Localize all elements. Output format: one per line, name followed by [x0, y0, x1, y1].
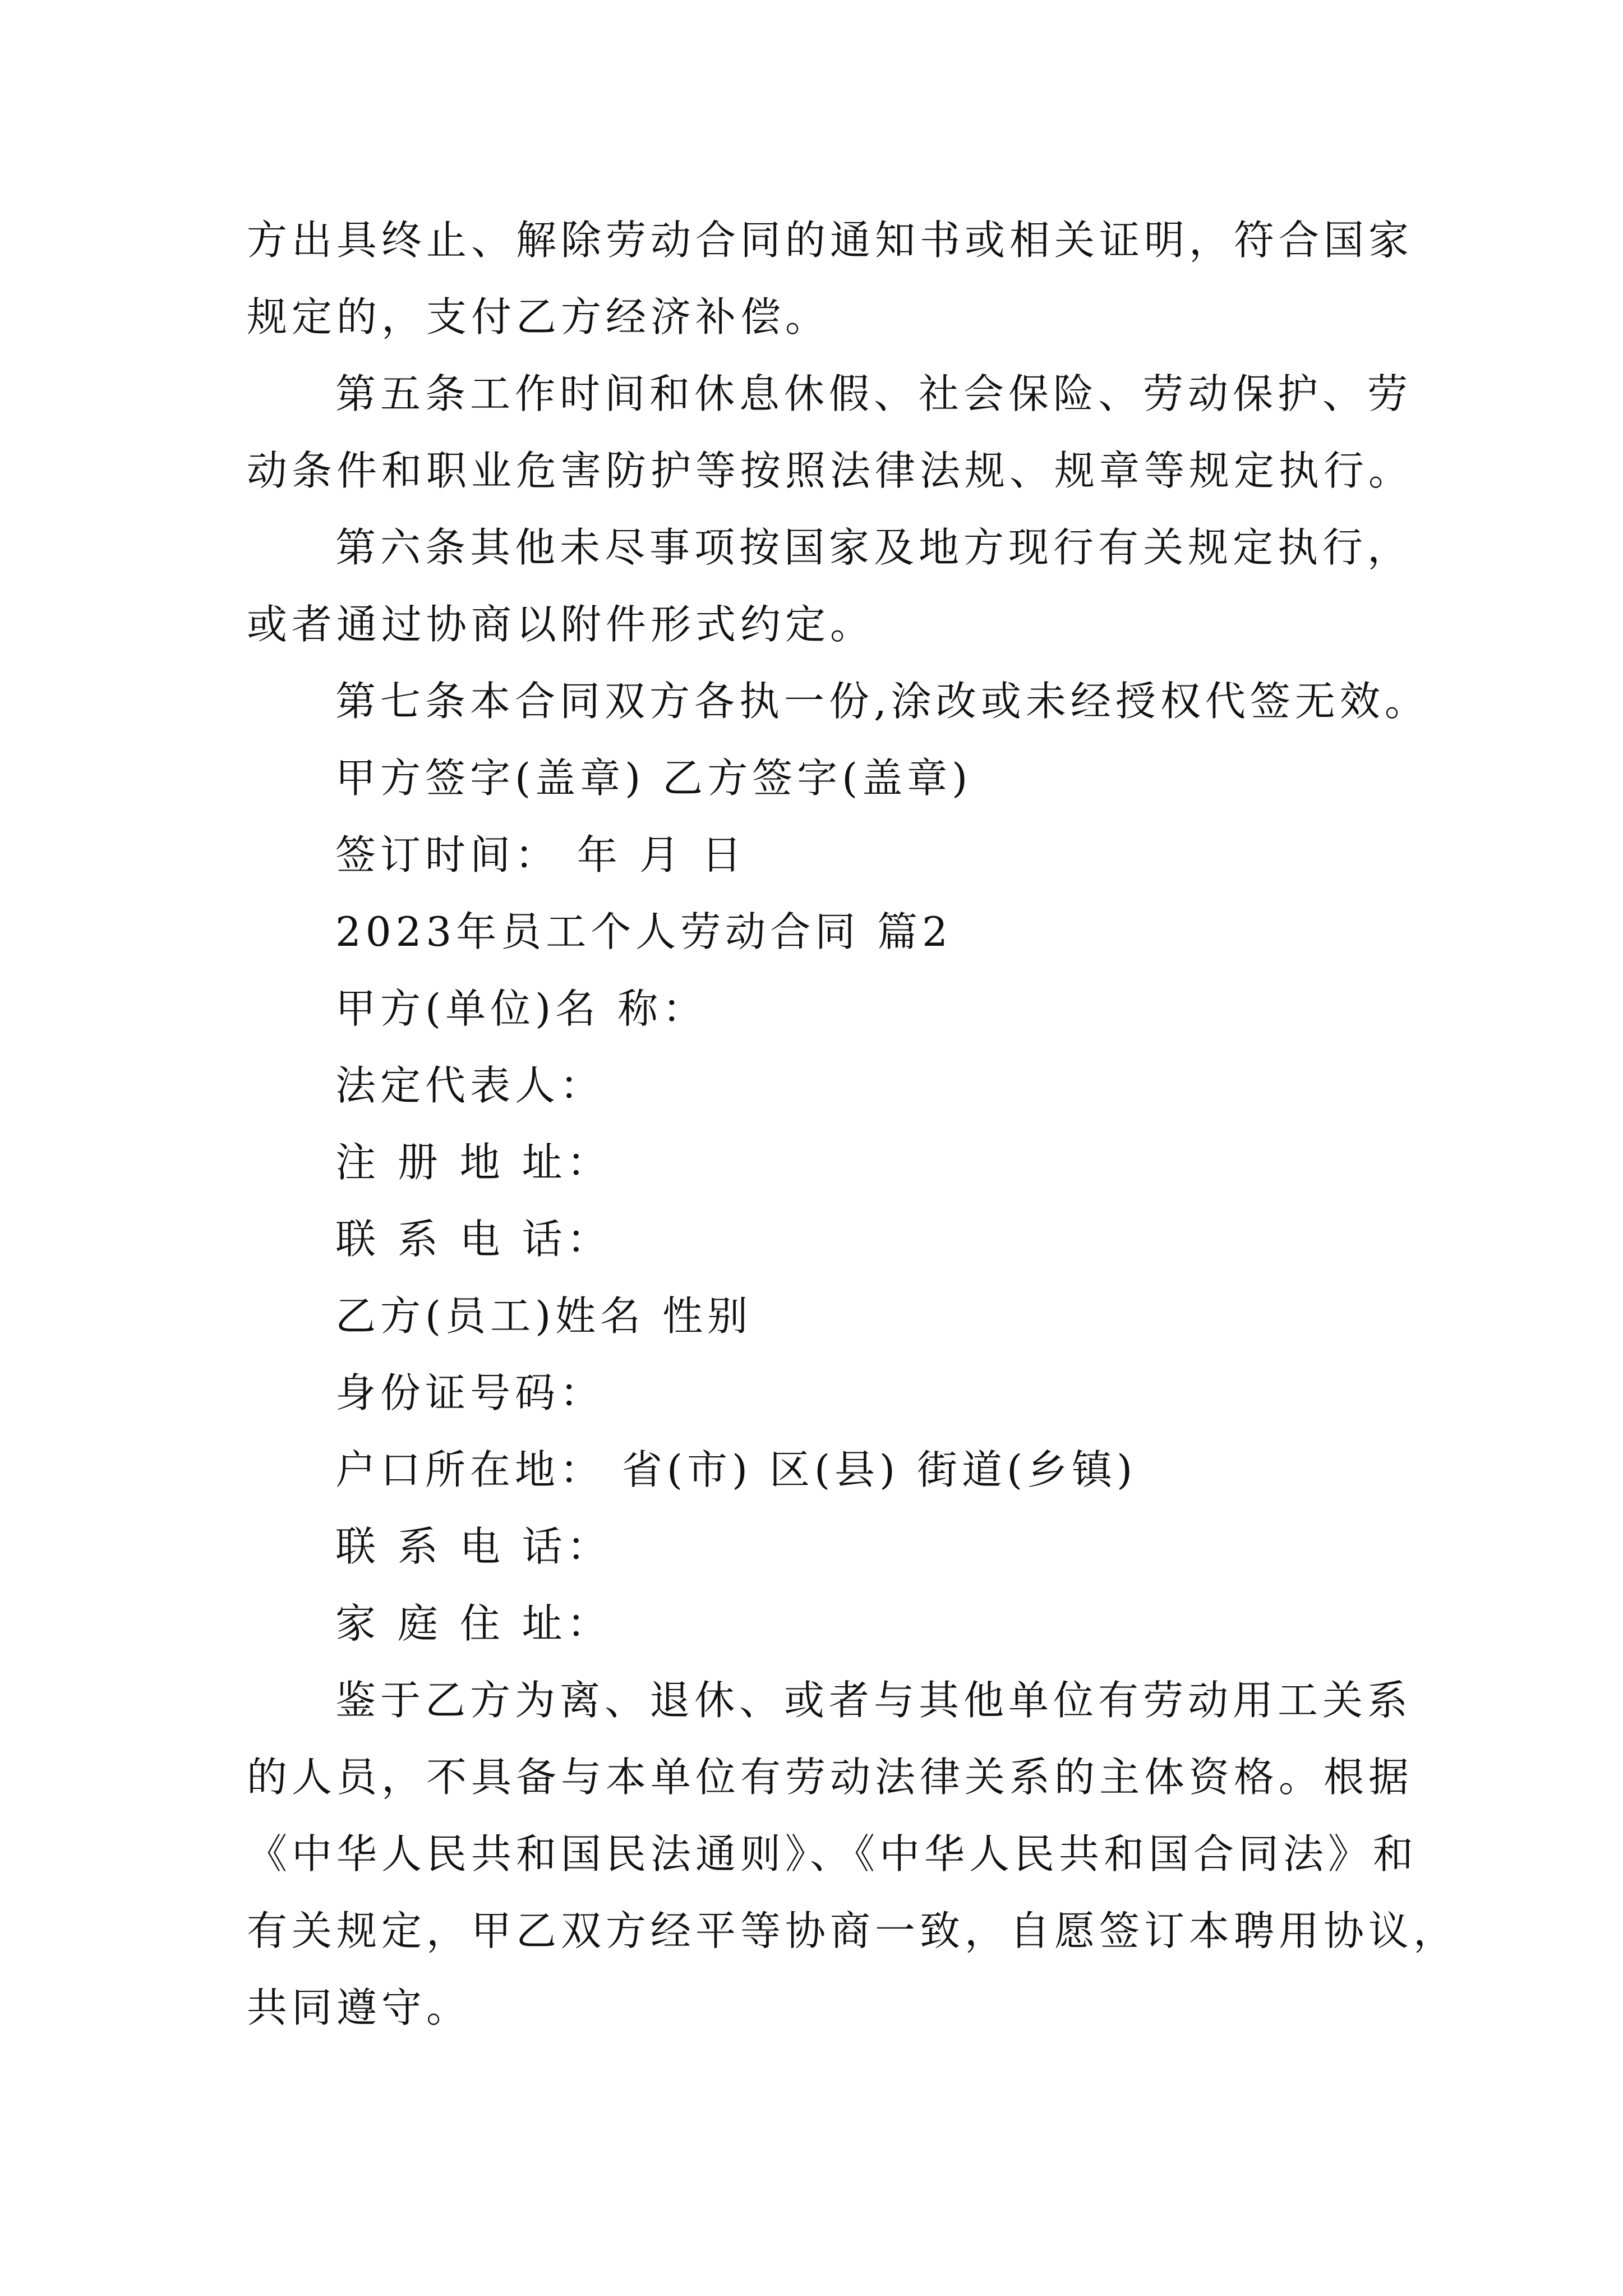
field-line: 注 册 地 址：: [335, 1139, 612, 1186]
text-line: 方出具终止、解除劳动合同的通知书或相关证明，符合国家: [247, 217, 1414, 264]
document-body: [247, 202, 1459, 2046]
text-line: 有关规定，甲乙双方经平等协商一致，自愿签订本聘用协议，: [247, 1907, 1459, 1954]
text-line: 动条件和职业危害防护等按照法律法规、规章等规定执行。: [247, 447, 1414, 494]
field-line: 家 庭 住 址：: [335, 1600, 612, 1647]
section-heading: 2023年员工个人劳动合同 篇2: [335, 908, 952, 955]
field-line: 甲方(单位)名 称：: [335, 985, 708, 1032]
field-line: 身份证号码：: [335, 1369, 605, 1416]
text-line: 共同遵守。: [247, 1984, 472, 2031]
field-line: 联 系 电 话：: [335, 1523, 612, 1570]
text-line: 第五条工作时间和休息休假、社会保险、劳动保护、劳: [335, 370, 1413, 417]
text-line: 第七条本合同双方各执一份,涂改或未经授权代签无效。: [335, 678, 1430, 725]
text-line: 规定的，支付乙方经济补偿。: [247, 293, 831, 341]
text-line: 第六条其他未尽事项按国家及地方现行有关规定执行，: [335, 524, 1413, 571]
text-line: 鉴于乙方为离、退休、或者与其他单位有劳动用工关系: [335, 1677, 1413, 1724]
field-line: 乙方(员工)姓名 性别: [335, 1292, 753, 1340]
field-line: 法定代表人：: [335, 1062, 605, 1109]
signature-line: 甲方签字(盖章) 乙方签字(盖章): [335, 754, 972, 802]
field-line: 联 系 电 话：: [335, 1216, 612, 1263]
field-line: 户口所在地： 省(市) 区(县) 街道(乡镇): [335, 1446, 1137, 1493]
signing-date-line: 签订时间： 年 月 日: [335, 831, 746, 878]
text-line: 《中华人民共和国民法通则》、《中华人民共和国合同法》和: [247, 1830, 1418, 1878]
text-line: 的人员，不具备与本单位有劳动法律关系的主体资格。根据: [247, 1754, 1414, 1801]
text-line: 或者通过协商以附件形式约定。: [247, 601, 875, 648]
